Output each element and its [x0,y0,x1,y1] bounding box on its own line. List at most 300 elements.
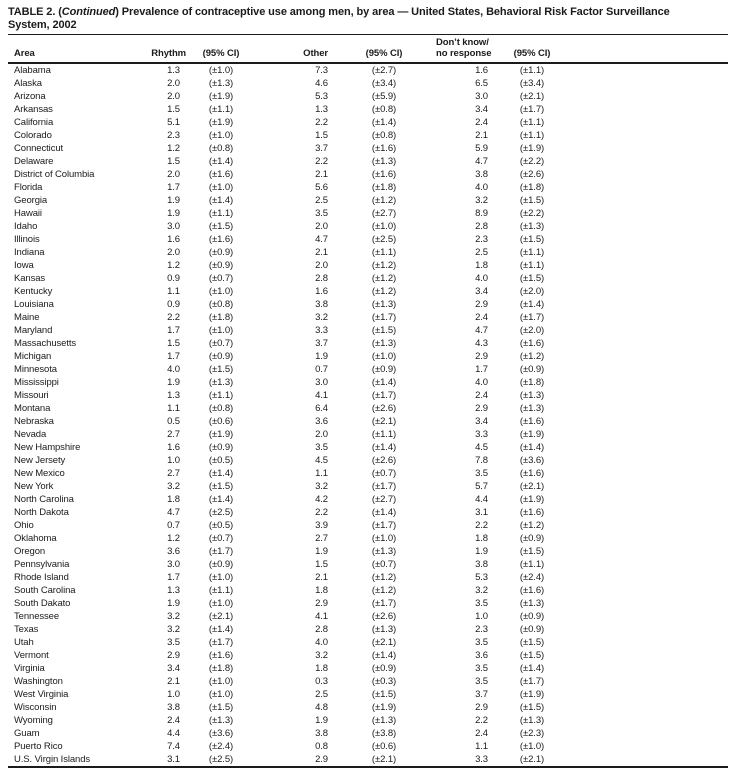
rhythm-value-cell: 2.3 [167,130,180,141]
other-ci-cell: (±1.2) [371,286,397,297]
table-row [8,311,728,324]
spacer-cell [572,415,728,428]
dont-know-value-cell: 1.0 [475,611,488,622]
table-title-continued: Continued [61,6,116,18]
rhythm-value-cell: 3.1 [167,754,180,765]
spacer-cell [572,376,728,389]
table-title-prefix: TABLE 2. ( [8,6,62,18]
spacer-cell [572,467,728,480]
spacer-cell [572,519,728,532]
spacer-cell [572,571,728,584]
rhythm-ci-cell: (±2.1) [208,611,234,622]
other-value-cell: 2.1 [315,572,328,583]
rhythm-value-cell: 2.7 [167,429,180,440]
dont-know-value-cell: 4.7 [475,325,488,336]
other-value-cell: 2.9 [315,754,328,765]
other-ci-cell: (±1.6) [371,143,397,154]
table-row [8,363,728,376]
dont-know-ci-cell: (±0.9) [519,611,545,622]
rhythm-ci-cell: (±3.6) [208,728,234,739]
spacer-cell [572,246,728,259]
other-ci-cell: (±1.4) [371,117,397,128]
dont-know-value-cell: 2.9 [475,702,488,713]
other-value-cell: 4.1 [315,390,328,401]
table-row [8,324,728,337]
dont-know-value-cell: 2.4 [475,312,488,323]
dont-know-ci-cell: (±1.1) [519,65,545,76]
rhythm-value-cell: 1.9 [167,208,180,219]
dont-know-ci-cell: (±1.8) [519,377,545,388]
spacer-cell [572,675,728,688]
rhythm-value-cell: 1.7 [167,182,180,193]
rhythm-value-cell: 3.2 [167,624,180,635]
rhythm-ci-cell: (±0.5) [208,455,234,466]
rhythm-ci-cell: (±0.6) [208,416,234,427]
rhythm-ci-cell: (±1.4) [208,494,234,505]
other-value-cell: 3.7 [315,143,328,154]
rhythm-value-cell: 1.6 [167,442,180,453]
table-row [8,480,728,493]
area-cell: Alabama [14,65,51,76]
table-title [8,6,726,32]
area-cell: Florida [14,182,43,193]
other-ci-cell: (±2.6) [371,611,397,622]
other-ci-cell: (±1.7) [371,481,397,492]
other-value-cell: 2.0 [315,221,328,232]
area-cell: Tennessee [14,611,60,622]
table-row [8,168,728,181]
area-cell: Missouri [14,390,49,401]
prevalence-table [8,34,728,768]
dont-know-value-cell: 3.2 [475,585,488,596]
rhythm-value-cell: 2.0 [167,78,180,89]
area-cell: North Carolina [14,494,74,505]
rhythm-value-cell: 4.7 [167,507,180,518]
column-header-spacer [572,35,728,64]
table-row [8,207,728,220]
dont-know-ci-cell: (±2.0) [519,325,545,336]
other-ci-cell: (±1.2) [371,585,397,596]
dont-know-ci-cell: (±1.4) [519,299,545,310]
dont-know-ci-cell: (±2.2) [519,208,545,219]
rhythm-ci-cell: (±2.5) [208,507,234,518]
other-ci-cell: (±1.1) [371,247,397,258]
area-cell: Hawaii [14,208,42,219]
dont-know-value-cell: 4.0 [475,273,488,284]
other-value-cell: 2.0 [315,260,328,271]
rhythm-ci-cell: (±1.3) [208,715,234,726]
table-body [8,63,728,767]
area-cell: Nebraska [14,416,54,427]
rhythm-value-cell: 2.2 [167,312,180,323]
dont-know-ci-cell: (±0.9) [519,533,545,544]
rhythm-value-cell: 1.9 [167,598,180,609]
other-value-cell: 1.9 [315,546,328,557]
spacer-cell [572,168,728,181]
other-ci-cell: (±1.3) [371,156,397,167]
spacer-cell [572,155,728,168]
dont-know-ci-cell: (±1.3) [519,715,545,726]
rhythm-ci-cell: (±0.7) [208,338,234,349]
rhythm-value-cell: 1.7 [167,351,180,362]
other-value-cell: 4.7 [315,234,328,245]
other-value-cell: 3.5 [315,442,328,453]
rhythm-value-cell: 3.0 [167,559,180,570]
rhythm-value-cell: 1.9 [167,195,180,206]
rhythm-ci-cell: (±1.5) [208,481,234,492]
area-cell: Puerto Rico [14,741,63,752]
area-cell: Virginia [14,663,45,674]
area-cell: Kentucky [14,286,53,297]
rhythm-ci-cell: (±0.8) [208,403,234,414]
dont-know-value-cell: 4.4 [475,494,488,505]
rhythm-ci-cell: (±1.0) [208,286,234,297]
spacer-cell [572,428,728,441]
other-value-cell: 5.6 [315,182,328,193]
other-ci-cell: (±1.7) [371,312,397,323]
rhythm-value-cell: 2.0 [167,169,180,180]
spacer-cell [572,740,728,753]
dont-know-ci-cell: (±0.9) [519,364,545,375]
rhythm-ci-cell: (±1.3) [208,78,234,89]
spacer-cell [572,623,728,636]
table-row [8,389,728,402]
area-cell: New Jersety [14,455,66,466]
rhythm-ci-cell: (±1.1) [208,208,234,219]
other-value-cell: 2.8 [315,273,328,284]
rhythm-value-cell: 3.0 [167,221,180,232]
dont-know-value-cell: 3.5 [475,598,488,609]
dont-know-ci-cell: (±1.9) [519,429,545,440]
other-ci-cell: (±1.4) [371,507,397,518]
area-cell: California [14,117,54,128]
other-ci-cell: (±1.3) [371,338,397,349]
dont-know-ci-cell: (±1.5) [519,702,545,713]
dont-know-ci-cell: (±1.7) [519,312,545,323]
spacer-cell [572,688,728,701]
rhythm-ci-cell: (±1.6) [208,234,234,245]
rhythm-value-cell: 1.3 [167,585,180,596]
rhythm-ci-cell: (±2.5) [208,754,234,765]
other-value-cell: 4.1 [315,611,328,622]
rhythm-value-cell: 4.4 [167,728,180,739]
other-value-cell: 1.5 [315,130,328,141]
table-row [8,428,728,441]
column-header-rhythm-ci: (95% CI) [186,35,256,64]
other-ci-cell: (±1.5) [371,689,397,700]
area-cell: Iowa [14,260,34,271]
table-row [8,298,728,311]
other-value-cell: 3.0 [315,377,328,388]
rhythm-ci-cell: (±1.5) [208,221,234,232]
area-cell: Maryland [14,325,53,336]
other-value-cell: 1.8 [315,663,328,674]
spacer-cell [572,493,728,506]
dont-know-value-cell: 3.7 [475,689,488,700]
dont-know-ci-cell: (±1.3) [519,221,545,232]
area-cell: Delaware [14,156,54,167]
dont-know-ci-cell: (±1.2) [519,351,545,362]
other-ci-cell: (±1.1) [371,429,397,440]
rhythm-ci-cell: (±1.7) [208,546,234,557]
other-ci-cell: (±2.5) [371,234,397,245]
dont-know-ci-cell: (±1.5) [519,650,545,661]
other-value-cell: 4.8 [315,702,328,713]
area-cell: Louisiana [14,299,54,310]
other-value-cell: 2.9 [315,598,328,609]
table-row [8,142,728,155]
other-value-cell: 3.7 [315,338,328,349]
table-row [8,753,728,767]
rhythm-ci-cell: (±1.4) [208,624,234,635]
area-cell: Alaska [14,78,42,89]
spacer-cell [572,753,728,767]
dont-know-value-cell: 5.9 [475,143,488,154]
dont-know-value-cell: 2.2 [475,715,488,726]
dont-know-value-cell: 3.4 [475,104,488,115]
rhythm-value-cell: 0.7 [167,520,180,531]
rhythm-value-cell: 2.1 [167,676,180,687]
other-ci-cell: (±1.0) [371,533,397,544]
rhythm-value-cell: 3.6 [167,546,180,557]
table-row [8,636,728,649]
column-header-rhythm: Rhythm [138,35,186,64]
dont-know-value-cell: 1.1 [475,741,488,752]
area-cell: New York [14,481,54,492]
rhythm-ci-cell: (±1.0) [208,676,234,687]
other-value-cell: 1.1 [315,468,328,479]
rhythm-value-cell: 2.0 [167,91,180,102]
rhythm-ci-cell: (±0.8) [208,299,234,310]
area-cell: South Dakato [14,598,71,609]
table-row [8,675,728,688]
other-ci-cell: (±1.9) [371,702,397,713]
dont-know-ci-cell: (±1.7) [519,676,545,687]
rhythm-value-cell: 1.0 [167,689,180,700]
dont-know-value-cell: 3.5 [475,637,488,648]
rhythm-ci-cell: (±1.9) [208,429,234,440]
rhythm-ci-cell: (±1.4) [208,468,234,479]
other-value-cell: 4.0 [315,637,328,648]
dont-know-ci-cell: (±1.0) [519,741,545,752]
spacer-cell [572,259,728,272]
other-value-cell: 2.1 [315,169,328,180]
other-value-cell: 3.5 [315,208,328,219]
spacer-cell [572,662,728,675]
dont-know-header-block [436,37,491,59]
rhythm-ci-cell: (±1.0) [208,325,234,336]
rhythm-ci-cell: (±0.9) [208,442,234,453]
dont-know-ci-cell: (±2.1) [519,481,545,492]
area-cell: Wyoming [14,715,53,726]
dont-know-ci-cell: (±2.4) [519,572,545,583]
other-value-cell: 2.8 [315,624,328,635]
spacer-cell [572,350,728,363]
dont-know-ci-cell: (±1.6) [519,338,545,349]
dont-know-ci-cell: (±0.9) [519,624,545,635]
rhythm-ci-cell: (±1.5) [208,702,234,713]
dont-know-value-cell: 8.9 [475,208,488,219]
area-cell: Michigan [14,351,52,362]
other-value-cell: 0.8 [315,741,328,752]
other-ci-cell: (±0.7) [371,559,397,570]
dont-know-ci-cell: (±2.6) [519,169,545,180]
dont-know-value-cell: 1.9 [475,546,488,557]
table-row [8,727,728,740]
rhythm-ci-cell: (±1.8) [208,312,234,323]
other-ci-cell: (±1.4) [371,377,397,388]
dont-know-ci-cell: (±1.5) [519,546,545,557]
dont-know-value-cell: 2.3 [475,234,488,245]
table-row [8,103,728,116]
spacer-cell [572,727,728,740]
table-row [8,493,728,506]
table-header [8,35,728,64]
other-ci-cell: (±2.1) [371,416,397,427]
dont-know-value-cell: 3.3 [475,754,488,765]
area-cell: Ohio [14,520,34,531]
area-cell: Vermont [14,650,49,661]
rhythm-value-cell: 2.9 [167,650,180,661]
area-cell: Arizona [14,91,46,102]
dont-know-value-cell: 2.3 [475,624,488,635]
dont-know-ci-cell: (±1.3) [519,390,545,401]
dont-know-value-cell: 3.4 [475,416,488,427]
spacer-cell [572,532,728,545]
area-cell: Georgia [14,195,48,206]
other-ci-cell: (±1.2) [371,572,397,583]
table-row [8,376,728,389]
dont-know-value-cell: 3.3 [475,429,488,440]
area-cell: Massachusetts [14,338,77,349]
spacer-cell [572,545,728,558]
dont-know-value-cell: 4.7 [475,156,488,167]
dont-know-value-cell: 4.5 [475,442,488,453]
other-ci-cell: (±3.8) [371,728,397,739]
table-row [8,740,728,753]
dont-know-ci-cell: (±1.6) [519,468,545,479]
table-row [8,623,728,636]
table-row [8,129,728,142]
dont-know-ci-cell: (±1.6) [519,507,545,518]
rhythm-value-cell: 1.7 [167,572,180,583]
dont-know-ci-cell: (±1.3) [519,598,545,609]
other-ci-cell: (±1.5) [371,325,397,336]
other-value-cell: 3.8 [315,299,328,310]
rhythm-value-cell: 2.4 [167,715,180,726]
other-value-cell: 3.6 [315,416,328,427]
spacer-cell [572,480,728,493]
other-value-cell: 2.1 [315,247,328,258]
spacer-cell [572,103,728,116]
dont-know-ci-cell: (±1.8) [519,182,545,193]
rhythm-ci-cell: (±0.8) [208,143,234,154]
spacer-cell [572,337,728,350]
rhythm-value-cell: 1.2 [167,260,180,271]
other-ci-cell: (±1.0) [371,221,397,232]
dont-know-ci-cell: (±1.5) [519,273,545,284]
area-cell: New Hampshire [14,442,81,453]
rhythm-ci-cell: (±1.9) [208,91,234,102]
dont-know-ci-cell: (±1.9) [519,143,545,154]
rhythm-value-cell: 1.9 [167,377,180,388]
table-row [8,90,728,103]
spacer-cell [572,142,728,155]
other-value-cell: 3.2 [315,650,328,661]
spacer-cell [572,272,728,285]
table-row [8,285,728,298]
area-cell: Idaho [14,221,38,232]
other-value-cell: 6.4 [315,403,328,414]
spacer-cell [572,233,728,246]
spacer-cell [572,90,728,103]
area-cell: Colorado [14,130,52,141]
rhythm-ci-cell: (±0.7) [208,533,234,544]
table-row [8,545,728,558]
table-row [8,597,728,610]
rhythm-value-cell: 1.6 [167,234,180,245]
dont-know-ci-cell: (±1.1) [519,260,545,271]
spacer-cell [572,77,728,90]
spacer-cell [572,389,728,402]
spacer-cell [572,714,728,727]
dont-know-ci-cell: (±1.1) [519,130,545,141]
rhythm-ci-cell: (±0.9) [208,260,234,271]
rhythm-ci-cell: (±0.9) [208,559,234,570]
other-ci-cell: (±0.9) [371,663,397,674]
other-ci-cell: (±2.6) [371,403,397,414]
other-ci-cell: (±1.7) [371,598,397,609]
other-value-cell: 4.5 [315,455,328,466]
other-value-cell: 1.3 [315,104,328,115]
spacer-cell [572,441,728,454]
column-header-area: Area [8,35,138,64]
dont-know-value-cell: 3.6 [475,650,488,661]
dont-know-value-cell: 3.0 [475,91,488,102]
other-value-cell: 5.3 [315,91,328,102]
rhythm-ci-cell: (±1.0) [208,689,234,700]
area-cell: District of Columbia [14,169,95,180]
dont-know-ci-cell: (±1.1) [519,117,545,128]
area-cell: North Dakota [14,507,69,518]
spacer-cell [572,454,728,467]
table-row [8,649,728,662]
table-row [8,441,728,454]
area-cell: Utah [14,637,34,648]
other-ci-cell: (±0.9) [371,364,397,375]
rhythm-ci-cell: (±1.7) [208,637,234,648]
table-row [8,155,728,168]
dont-know-value-cell: 7.8 [475,455,488,466]
rhythm-ci-cell: (±0.9) [208,351,234,362]
other-ci-cell: (±1.2) [371,195,397,206]
dont-know-ci-cell: (±1.7) [519,104,545,115]
area-cell: Wisconsin [14,702,57,713]
table-row [8,337,728,350]
spacer-cell [572,610,728,623]
other-ci-cell: (±1.3) [371,546,397,557]
spacer-cell [572,636,728,649]
table-row [8,220,728,233]
dont-know-value-cell: 2.4 [475,117,488,128]
table-row [8,519,728,532]
other-ci-cell: (±0.8) [371,104,397,115]
dont-know-value-cell: 3.4 [475,286,488,297]
area-cell: Oklahoma [14,533,57,544]
table-header-row [8,35,728,64]
rhythm-value-cell: 3.4 [167,663,180,674]
rhythm-ci-cell: (±0.7) [208,273,234,284]
